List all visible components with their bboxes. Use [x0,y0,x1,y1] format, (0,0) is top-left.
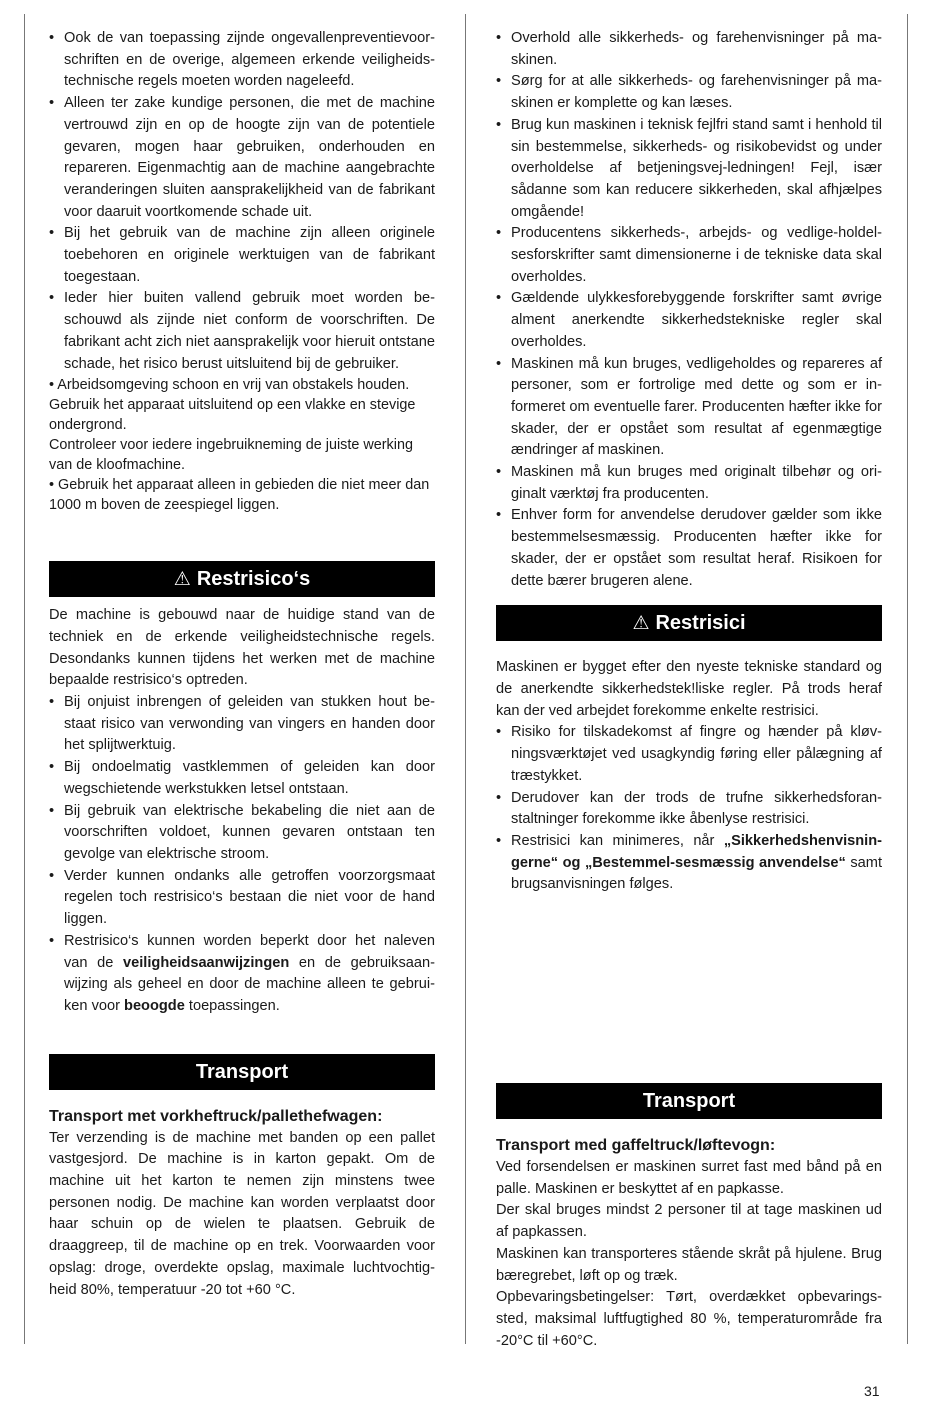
risk-intro-nl: De machine is gebouwd naar de huidige stand van de techniek en de erkende veiligheidstechnische regels. Desondanks kunnen tijdens het werken met de machine bepaalde restrisico‘s optreden. [49,607,435,689]
transport-line-da: Ved forsendelsen er maskinen surret fast med bånd på en palle. Maskinen er beskyttet af en papkasse. [496,1159,882,1197]
warning-icon: ⚠ [632,613,650,635]
section-title: Transport [195,1060,289,1083]
list-item: • Bij ondoelmatig vastklemmen of geleiden kan door wegschietende werkstukken letsel ontstaan. [49,757,435,800]
safety-list-nl [49,28,435,375]
list-item: • Maskinen må kun bruges, vedligeholdes og repareres af personer, som er fortrolige med dette og som er informeret om eventuelle farer. Producenten hæfter ikke for skader, der er opstået som resultat af egenmægtige ændringer af maskinen. [496,354,882,463]
list-item: • Verder kunnen ondanks alle getroffen voorzorgsmaat regelen toch restrisico‘s bestaan die niet voor de hand liggen. [49,866,435,931]
page-number: 31 [864,1383,880,1399]
section-header-restrisici [496,605,882,641]
left-margin-line [24,14,25,1344]
section-header-restrisicos [49,561,435,597]
list-item [496,831,882,896]
text-span: en de gebruiksaanwijzing als geheel en door de machine alleen te gebruiken voor [64,954,435,1014]
list-item: • Bij onjuist inbrengen of geleiden van stukken hout bestaat risico van verwonding van vingers en handen door het splijtwerktuig. [49,692,435,757]
extra-notes-nl [49,375,435,515]
note-paragraph: • Arbeidsomgeving schoon en vrij van obstakels houden. [49,377,410,394]
right-transport-block [496,1083,882,1352]
list-item: • Risiko for tilskadekomst af fingre og hænder på kløvningsværktøjet ved usagkyndig føring eller pålægning af træstykket. [496,722,882,787]
bold-text: beoogde [124,997,185,1014]
center-divider-line [465,14,466,1344]
text-span: toepassingen. [184,997,280,1014]
list-item: • Bij gebruik van elektrische bekabeling die niet aan de voorschriften voldoet, kunnen gevaren ontstaan ten gevolge van elektrische stroom. [49,801,435,866]
list-item [49,931,435,1018]
safety-list-da [496,28,882,592]
section-title: Restrisico‘s [196,568,311,591]
list-item: • Derudover kan der trods de trufne sikkerhedsforanstaltninger forekomme ikke åbenlyse restrisici. [496,788,882,831]
text-span: Restrisici kan minimeres, når [511,832,724,849]
risk-list-nl [49,692,435,1018]
section-header-transport-nl [49,1054,435,1090]
note-paragraph: Gebruik het apparaat uitsluitend op een vlakke en stevige ondergrond. [49,397,416,434]
warning-icon: ⚠ [173,569,191,591]
transport-line-da: Der skal bruges mindst 2 personer til at tage maskinen ud af papkassen. [496,1202,882,1241]
transport-line-da: Opbevaringsbetingelser: Tørt, overdækket opbevaringssted, maksimal luftfugtighed 80 %, temperaturområde fra -20°C til +60°C. [496,1289,882,1349]
list-item: • Ieder hier buiten vallend gebruik moet worden beschouwd als zijnde niet conform de voorschriften. De fabrikant acht zich niet aansprakelijk voor hieruit ontstane schade, het risico berust uitsluitend bij de gebruiker. [49,288,435,375]
list-item: • Gældende ulykkesforebyggende forskrifter samt øvrige alment anerkendte sikkerhedstekniske regler skal overholdes. [496,288,882,353]
section-title: Restrisici [655,612,746,635]
right-margin-line [907,14,908,1344]
text-span: samt brugsanvisningen følges. [511,854,882,893]
section-title: Transport [642,1090,736,1112]
transport-text-nl: Ter verzending is de machine met banden op een pallet vastgesjord. De machine is in karton gepakt. Om de machine uit het karton te nemen zijn minstens twee personen nodig. De machine kan worden verplaatst door haar schuin op de wielen te plaatsen. Gebruik de draaggreep, til de machine op en trek. Voorwaarden voor opslag: droge, overdekte opslag, maximale luchtvochtigheid 80%, temperatuur -20 tot +60 °C. [49,1129,435,1298]
risk-intro-da: Maskinen er bygget efter den nyeste tekniske standard og de anerkendte sikkerhedstek!liske regler. På trods heraf kan der ved arbejdet forekomme enkelte restrisici. [496,659,882,719]
note-paragraph: Controleer voor iedere ingebruikneming de juiste werking van de kloofmachine. [49,437,413,474]
note-paragraph: • Gebruik het apparaat alleen in gebieden die niet meer dan 1000 m boven de zeespiegel liggen. [49,477,430,514]
bold-text: „Sikkerhedshenvisningerne“ og „Bestemmel-sesmæssig anvendelse“ [511,832,882,871]
list-item: • Maskinen må kun bruges med originalt tilbehør og originalt værktøj fra producenten. [496,462,882,505]
list-item: • Bij het gebruik van de machine zijn alleen originele toebehoren en originele werktuigen van de fabrikant toegestaan. [49,223,435,288]
list-item: • Brug kun maskinen i teknisk fejlfri stand samt i henhold til sin bestemmelse, sikkerheds- og risikobevidst og under overholdelse af betjeningsvej-ledningen! Fejl, især sådanne som kan reducere sikkerheden, skal afhjælpes omgående! [496,115,882,224]
bold-text: veiligheidsaanwijzingen [123,954,290,971]
list-item: • Enhver form for anvendelse derudover gælder som ikke bestemmelsesmæssig. Producenten hæfter ikke for skader, der er opstået som resultat heraf. Risikoen for dette bærer brugeren alene. [496,505,882,592]
right-column [496,28,882,896]
list-item: • Producentens sikkerheds-, arbejds- og vedlige-holdelsesforskrifter samt dimensionerne i de tekniske data skal overholdes. [496,223,882,288]
list-item: • Alleen ter zake kundige personen, die met de machine vertrouwd zijn en op de hoogte zijn van de potentiele gevaren, mogen haar gebruiken, onderhouden en repareren. Eigenmachtig aan de machine aangebrachte veranderingen sluiten aansprakelijkheid van de fabrikant voor daaruit voortkomende schade uit. [49,93,435,223]
section-header-transport-da [496,1083,882,1119]
left-column [49,28,435,1301]
risk-list-da [496,722,882,896]
list-item: • Ook de van toepassing zijnde ongevallenpreventievoorschriften en de overige, algemeen erkende veiligheidstechnische regels moeten worden nageleefd. [49,28,435,93]
list-item: • Overhold alle sikkerheds- og farehenvisninger på maskinen. [496,28,882,71]
transport-subtitle-nl: Transport met vorkheftruck/pallethefwagen: [49,1107,383,1125]
text-span: Restrisico‘s kunnen worden beperkt door het naleven van de [64,932,435,971]
transport-line-da: Maskinen kan transporteres stående skråt på hjulene. Brug bæregrebet, løft op og træk. [496,1245,882,1284]
transport-subtitle-da: Transport med gaffeltruck/løftevogn: [496,1137,776,1154]
list-item: • Sørg for at alle sikkerheds- og farehenvisninger på maskinen er komplette og kan læses. [496,71,882,114]
